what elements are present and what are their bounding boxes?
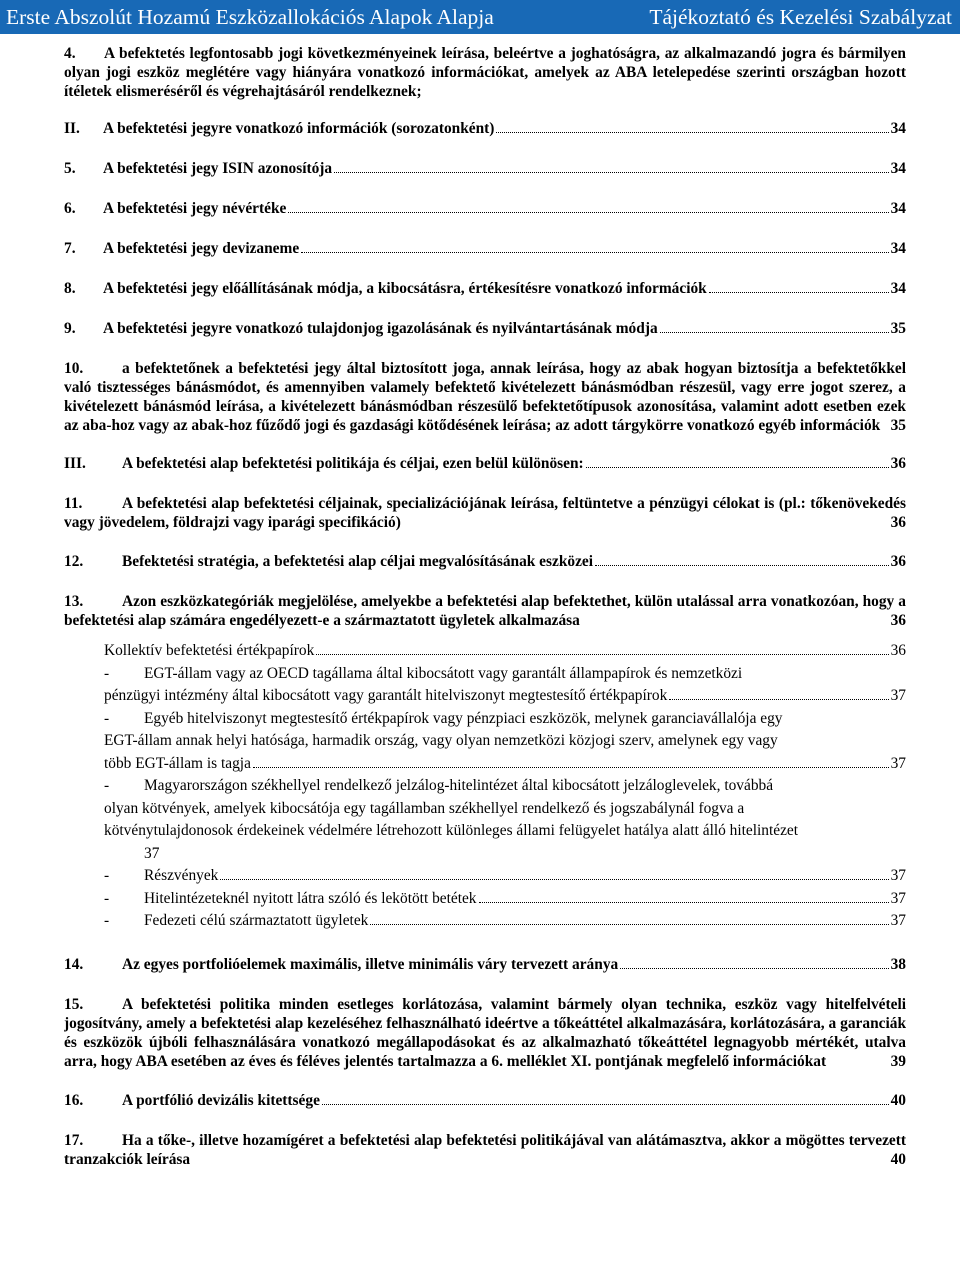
toc-text: Az egyes portfolióelemek maximális, illetve minimális váry tervezett aránya xyxy=(122,955,619,973)
toc-entry-9[interactable] xyxy=(64,319,906,339)
dot-leader xyxy=(620,967,888,969)
toc-page-number: 38 xyxy=(890,955,906,973)
toc-text-line3: több EGT-állam is tagja xyxy=(104,754,251,772)
dot-leader xyxy=(288,211,888,213)
toc-entry-15[interactable] xyxy=(64,995,906,1071)
toc-text-line1: Egyéb hitelviszonyt megtestesítő értékpapírok vagy pénzpiaci eszközök, melynek garanciavállalója egy xyxy=(144,709,783,727)
toc-text-line3: kötvénytulajdonosok érdekeinek védelmére létrehozott különleges állami felügyelet hatálya alatt álló hitelintézet xyxy=(104,822,799,839)
toc-page-number: 36 xyxy=(890,455,906,472)
toc-page-number: 34 xyxy=(890,160,906,177)
toc-entry-14[interactable] xyxy=(64,955,906,975)
toc-number: 6. xyxy=(64,200,76,217)
toc-page-number: 36 xyxy=(890,553,906,570)
table-of-contents xyxy=(64,44,906,1169)
toc-page-number: 37 xyxy=(890,889,906,907)
toc-entry-4[interactable] xyxy=(64,44,906,101)
toc-page-number: 35 xyxy=(890,320,906,337)
toc-text-line2: EGT-állam annak helyi hatósága, harmadik ország, vagy olyan nemzetközi közjogi szerv, amelynek egy vagy xyxy=(104,732,778,749)
dot-leader xyxy=(253,766,889,768)
toc-text-line1: EGT-állam vagy az OECD tagállama által kibocsátott vagy garantált állampapírok és nemzetközi xyxy=(144,664,743,682)
toc-text-line1: Magyarországon székhellyel rendelkező jelzálog-hitelintézet által kibocsátott jelzáloglevelek, továbbá xyxy=(144,777,774,794)
toc-page-number: 37 xyxy=(890,912,906,929)
toc-subentry-kollektiv[interactable] xyxy=(104,640,906,663)
dot-leader xyxy=(370,923,888,925)
toc-page-number: 39 xyxy=(888,1052,906,1071)
toc-text: A portfólió devizális kitettsége xyxy=(122,1091,320,1109)
dot-leader xyxy=(322,1103,889,1105)
toc-entry-13[interactable] xyxy=(64,592,906,630)
toc-page-number: 34 xyxy=(890,240,906,257)
toc-page-number: 34 xyxy=(890,200,906,217)
toc-entry-II[interactable] xyxy=(64,119,906,139)
toc-subentry-magyar[interactable] xyxy=(104,775,906,865)
toc-text: Fedezeti célú származtatott ügyletek xyxy=(144,912,369,929)
toc-number: II. xyxy=(64,120,80,137)
toc-page-number: 36 xyxy=(890,642,906,659)
dot-leader xyxy=(660,331,889,333)
toc-text: A befektetési jegy előállításának módja, a kibocsátásra, értékesítésre vonatkozó információk xyxy=(103,280,707,297)
toc-page-number: 34 xyxy=(890,280,906,297)
toc-text: a befektetőnek a befektetési jegy által biztosított joga, annak leírása, hogy az abak hogyan biztosítja a befektetőkkel való tisztességes bánásmódot, és amennyiben valamely befektető kivételezett bánásmódban részesül, vagy erre jogot szerez, a kivételezett bánásmód leírása, a kivételezett bánásmódban részesülő befektetőtípusok azonosítása, valamint adott esetben ezek az aba-hoz vagy az abak-hoz fűződő jogi és gazdasági kötődésének leírása; az adott tárgykörre vonatkozó egyéb információk xyxy=(64,360,906,434)
toc-number: 12. xyxy=(64,553,84,570)
toc-text: Hitelintézeteknél nyitott látra szóló és lekötött betétek xyxy=(144,889,477,907)
toc-number: 8. xyxy=(64,280,76,297)
toc-text-line2: olyan kötvények, amelyek kibocsátója egy tagállamban székhellyel rendelkező és jogszabálynál fogva a xyxy=(104,799,745,817)
toc-text: A befektetési jegy ISIN azonosítója xyxy=(103,160,333,177)
dash-marker: - xyxy=(104,867,110,884)
toc-number: 10. xyxy=(64,360,84,377)
dot-leader xyxy=(220,878,888,880)
page-header xyxy=(0,0,960,34)
toc-entry-5[interactable] xyxy=(64,159,906,179)
toc-text: Befektetési stratégia, a befektetési alap céljai megvalósításának eszközei xyxy=(122,553,594,570)
toc-number: 9. xyxy=(64,320,76,337)
toc-page-number: 34 xyxy=(890,120,906,137)
toc-entry-8[interactable] xyxy=(64,279,906,299)
toc-subentry-reszvenyek[interactable] xyxy=(104,865,906,888)
toc-text: A befektetési jegy névértéke xyxy=(103,200,287,217)
toc-text: A befektetés legfontosabb jogi következményeinek leírása, beleértve a joghatóságra, az alkalmazandó jogra és bármilyen olyan jogi eszköz meglétére vagy hiányára vonatkozó információkat, amelyek az ABA letelepedése szerinti országban hozott ítéletek elismeréséről és végrehajtásáról rendelkeznek; xyxy=(64,45,906,100)
toc-subentry-fedezeti[interactable] xyxy=(104,910,906,933)
toc-text: Kollektív befektetési értékpapírok xyxy=(104,642,315,659)
toc-page-number: 37 xyxy=(890,754,906,772)
toc-text: A befektetési politika minden esetleges korlátozása, valamint bármely olyan technika, eszköz vagy hitelfelvételi jogosítvány, amely a befektetési alap kezeléséhez felhasználható ideértve a tőkeáttétel alkalmazására, korlátozására, a garanciák és eszközök újbóli felhasználására vonatkozó megállapodásokat és az alkalmazható tőkeáttétel legnagyobb mértékét, utalva arra, hogy ABA esetében az éves és féléves jelentés tartalmazza a 6. melléklet XI. pontjának megfelelő információkat xyxy=(64,995,906,1070)
toc-text-line2: pénzügyi intézmény által kibocsátott vagy garantált hitelviszonyt megtestesítő értékpapírok xyxy=(104,687,668,704)
toc-entry-6[interactable] xyxy=(64,199,906,219)
toc-number: 4. xyxy=(64,45,76,62)
toc-page-number: 40 xyxy=(888,1150,906,1169)
toc-page-number: 37 xyxy=(890,867,906,884)
dot-leader xyxy=(479,901,889,903)
dash-marker: - xyxy=(104,889,110,907)
dot-leader xyxy=(586,466,889,468)
toc-text: Ha a tőke-, illetve hozamígéret a befektetési alap befektetési politikájával van alátámasztva, akkor a mögöttes tervezett tranzakciók leírása xyxy=(64,1131,906,1168)
toc-entry-10[interactable] xyxy=(64,359,906,435)
toc-page-number: 37 xyxy=(890,687,906,704)
toc-number: 5. xyxy=(64,160,76,177)
dash-marker: - xyxy=(104,709,110,727)
toc-number: 13. xyxy=(64,593,84,610)
document-subtitle: Tájékoztató és Kezelési Szabályzat xyxy=(649,4,952,29)
toc-number: III. xyxy=(64,455,86,472)
toc-text: A befektetési jegy devizaneme xyxy=(103,240,300,257)
toc-page-number: 37 xyxy=(144,844,160,862)
toc-text: A befektetési jegyre vonatkozó tulajdonjog igazolásának és nyilvántartásának módja xyxy=(103,320,658,337)
dot-leader xyxy=(669,698,888,700)
dot-leader xyxy=(334,171,888,173)
toc-entry-16[interactable] xyxy=(64,1091,906,1111)
dot-leader xyxy=(496,131,888,133)
toc-number: 17. xyxy=(64,1131,84,1149)
toc-number: 16. xyxy=(64,1091,84,1109)
dash-marker: - xyxy=(104,664,110,682)
toc-number: 14. xyxy=(64,955,84,973)
toc-entry-7[interactable] xyxy=(64,239,906,259)
toc-subentry-egyeb[interactable] xyxy=(104,708,906,776)
toc-page-number: 36 xyxy=(888,611,906,630)
toc-page-number: 40 xyxy=(890,1091,906,1109)
toc-sublist xyxy=(104,640,906,933)
toc-text: A befektetési jegyre vonatkozó információk (sorozatonként) xyxy=(103,120,495,137)
dash-marker: - xyxy=(104,777,110,794)
toc-subentry-betetek[interactable] xyxy=(104,888,906,911)
toc-entry-17[interactable] xyxy=(64,1131,906,1169)
dot-leader xyxy=(709,291,889,293)
toc-text: Azon eszközkategóriák megjelölése, amelyekbe a befektetési alap befektethet, külön utalással arra vonatkozóan, hogy a befektetési alap számára engedélyezett-e a származtatott ügyletek alkalmazása xyxy=(64,593,906,629)
toc-page-number: 36 xyxy=(888,513,906,532)
toc-page-number: 35 xyxy=(888,416,906,435)
toc-subentry-egt[interactable] xyxy=(104,663,906,708)
document-title: Erste Abszolút Hozamú Eszközallokációs Alapok Alapja xyxy=(6,4,494,29)
dash-marker: - xyxy=(104,912,110,929)
toc-entry-12[interactable] xyxy=(64,552,906,572)
toc-entry-III[interactable] xyxy=(64,454,906,474)
toc-entry-11[interactable] xyxy=(64,494,906,532)
toc-number: 7. xyxy=(64,240,76,257)
toc-text: Részvények xyxy=(144,867,219,884)
toc-text: A befektetési alap befektetési politikája és céljai, ezen belül különösen: xyxy=(122,455,584,472)
toc-number: 15. xyxy=(64,995,84,1013)
dot-leader xyxy=(301,251,888,253)
dot-leader xyxy=(316,653,888,655)
toc-number: 11. xyxy=(64,495,83,512)
dot-leader xyxy=(595,564,889,566)
toc-text: A befektetési alap befektetési céljainak, specializációjának leírása, feltüntetve a pénzügyi célokat is (pl.: tőkenövekedés vagy jövedelem, földrajzi vagy iparági specifikáció) xyxy=(64,495,906,531)
